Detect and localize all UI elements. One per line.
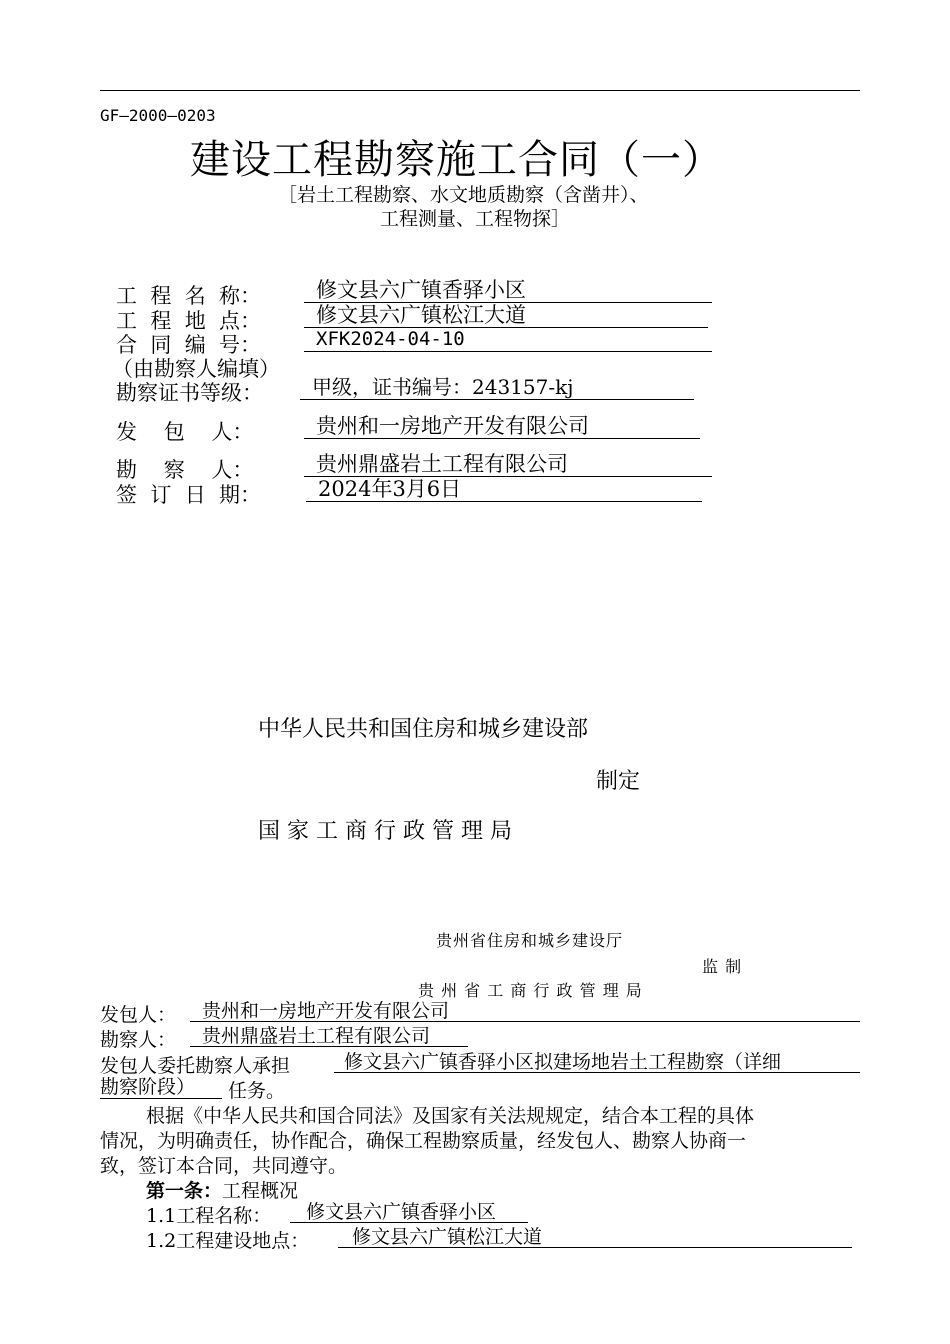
article-1-title: 第一条： — [146, 1180, 223, 1202]
article-1-name: 工程概况 — [222, 1180, 299, 1202]
surveyor-value: 贵州鼎盛岩土工程有限公司 — [304, 452, 712, 477]
employer-label: 发 包 人： — [116, 420, 254, 444]
body-employer-value: 贵州和一房地产开发有限公司 — [190, 1000, 860, 1022]
body-surveyor-value: 贵州鼎盛岩土工程有限公司 — [190, 1025, 468, 1047]
paragraph-line-1: 根据《中华人民共和国合同法》及国家有关法规规定，结合本工程的具体 — [146, 1105, 755, 1127]
issuer-province-housing: 贵州省住房和城乡建设厅 — [436, 931, 624, 950]
project-location-value: 修文县六广镇松江大道 — [304, 303, 708, 328]
subtitle-line-2: 工程测量、工程物探］ — [380, 208, 571, 230]
item-1-1-value: 修文县六广镇香驿小区 — [290, 1201, 528, 1223]
surveyor-label: 勘 察 人： — [116, 458, 254, 482]
document-title: 建设工程勘察施工合同（一） — [190, 137, 723, 183]
contract-no-note: （由勘察人编填） — [112, 357, 280, 381]
issuer-admin: 国 家 工 商 行 政 管 理 局 — [258, 819, 512, 844]
subtitle-line-1: ［岩土工程勘察、水文地质勘察（含凿井）、 — [278, 184, 649, 206]
item-1-2-value: 修文县六广镇松江大道 — [338, 1226, 852, 1248]
task-suffix: 任务。 — [228, 1080, 286, 1102]
contract-no-label: 合 同 编 号： — [116, 333, 262, 357]
issuer-ministry: 中华人民共和国住房和城乡建设部 — [258, 717, 589, 742]
top-rule — [100, 90, 860, 91]
item-1-1-label: 1.1工程名称： — [146, 1205, 272, 1227]
task-value-line-2: 勘察阶段） — [100, 1076, 222, 1099]
body-surveyor-label: 勘察人： — [100, 1029, 177, 1051]
project-location-label: 工 程 地 点： — [116, 309, 262, 333]
project-name-label: 工 程 名 称： — [116, 284, 262, 308]
paragraph-line-2: 情况，为明确责任，协作配合，确保工程勘察质量，经发包人、勘察人协商一 — [100, 1130, 747, 1152]
cert-level-value: 甲级，证书编号：243157-kj — [300, 375, 694, 400]
form-code: GF—2000—0203 — [100, 106, 216, 125]
contract-no-value: XFK2024-04-10 — [304, 327, 712, 352]
sign-date-value: 2024年3月6日 — [306, 477, 702, 502]
project-name-value: 修文县六广镇香驿小区 — [304, 278, 712, 303]
item-1-2-label: 1.2工程建设地点： — [146, 1230, 310, 1252]
sign-date-label: 签 订 日 期： — [116, 483, 262, 507]
task-prefix: 发包人委托勘察人承担 — [100, 1055, 291, 1077]
cert-level-label: 勘察证书等级： — [116, 381, 263, 405]
task-value-line-1: 修文县六广镇香驿小区拟建场地岩土工程勘察（详细 — [334, 1051, 860, 1073]
issuer-province-admin: 贵 州 省 工 商 行 政 管 理 局 — [418, 981, 643, 1000]
paragraph-line-3: 致，签订本合同，共同遵守。 — [100, 1155, 348, 1177]
body-employer-label: 发包人： — [100, 1004, 177, 1026]
employer-value: 贵州和一房地产开发有限公司 — [304, 414, 700, 439]
issuer-made: 制定 — [596, 769, 641, 794]
issuer-supervise: 监 制 — [702, 957, 743, 976]
